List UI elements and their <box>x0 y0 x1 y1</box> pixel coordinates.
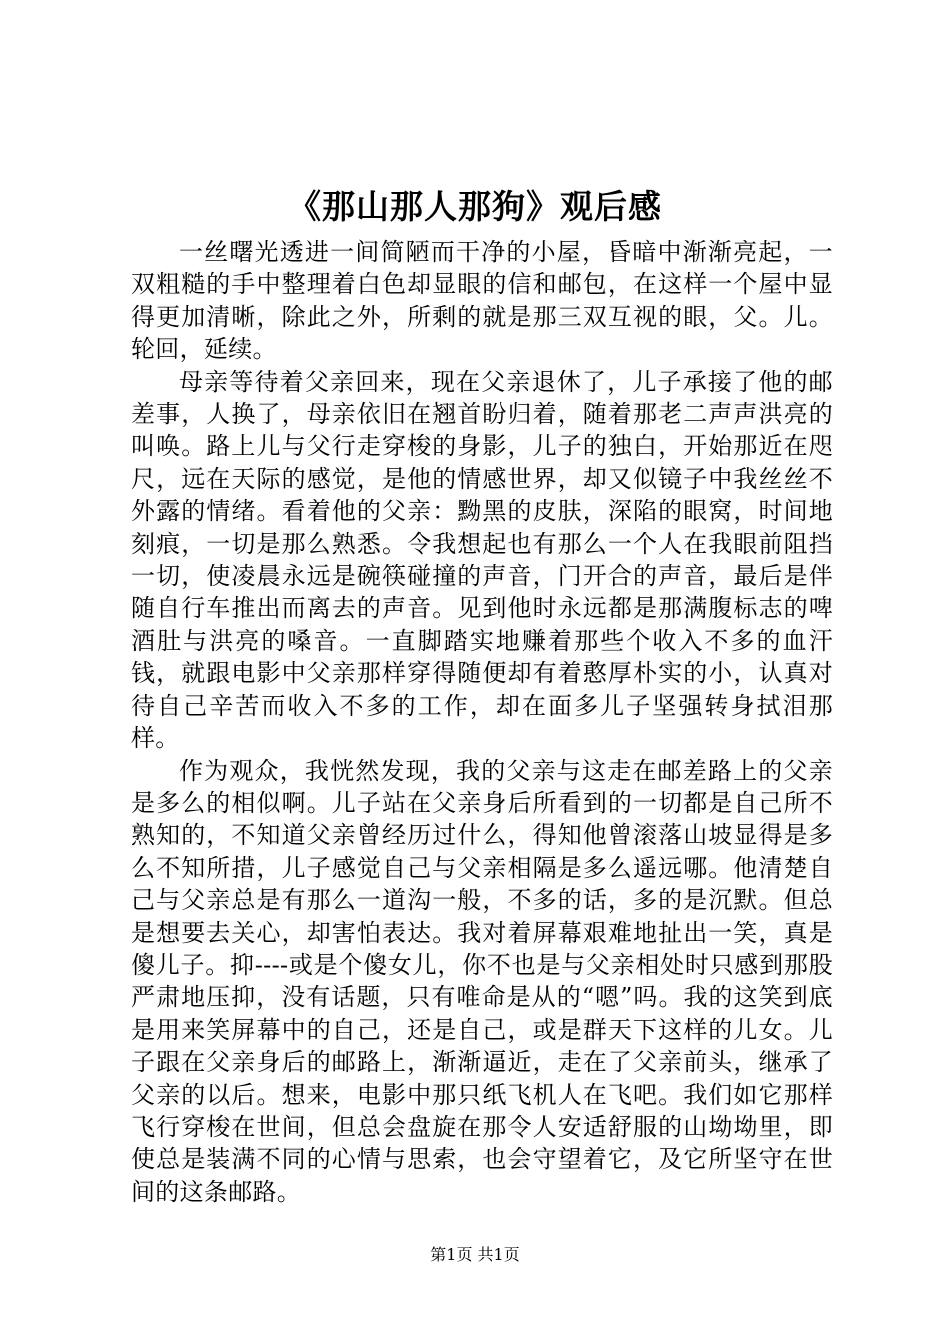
paragraph-1: 一丝曙光透进一间简陋而干净的小屋，昏暗中渐渐亮起，一双粗糙的手中整理着白色却显眼的信和邮包，在这样一个屋中显得更加清晰，除此之外，所剩的就是那三双互视的眼，父。儿。轮回，延续。 <box>131 238 833 364</box>
paragraph-3: 作为观众，我恍然发现，我的父亲与这走在邮差路上的父亲是多么的相似啊。儿子站在父亲身后所看到的一切都是自己所不熟知的，不知道父亲曾经历过什么，得知他曾滚落山坡显得是多么不知所措，儿子感觉自己与父亲相隔是多么遥远哪。他清楚自己与父亲总是有那么一道沟一般，不多的话，多的是沉默。但总是想要去关心，却害怕表达。我对着屏幕艰难地扯出一笑，真是傻儿子。抑----或是个傻女儿，你不也是与父亲相处时只感到那股严肃地压抑，没有话题，只有唯命是从的“嗯”吗。我的这笑到底是用来笑屏幕中的自己，还是自己，或是群天下这样的儿女。儿子跟在父亲身后的邮路上，渐渐逼近，走在了父亲前头，继承了父亲的以后。想来，电影中那只纸飞机人在飞吧。我们如它那样飞行穿梭在世间，但总会盘旋在那令人安适舒服的山坳坳里，即使总是装满不同的心情与思索，也会守望着它，及它所坚守在世间的这条邮路。 <box>131 756 833 1206</box>
page-footer: 第1页 共1页 <box>430 1245 520 1264</box>
paragraph-2: 母亲等待着父亲回来，现在父亲退休了，儿子承接了他的邮差事，人换了，母亲依旧在翘首盼归着，随着那老二声声洪亮的叫唤。路上儿与父行走穿梭的身影，儿子的独白，开始那近在咫尺，远在天际的感觉，是他的情感世界，却又似镜子中我丝丝不外露的情绪。看着他的父亲：黝黑的皮肤，深陷的眼窝，时间地刻痕，一切是那么熟悉。令我想起也有那么一个人在我眼前阻挡一切，使凌晨永远是碗筷碰撞的声音，门开合的声音，最后是伴随自行车推出而离去的声音。见到他时永远都是那满腹标志的啤酒肚与洪亮的嗓音。一直脚踏实地赚着那些个收入不多的血汗钱，就跟电影中父亲那样穿得随便却有着憨厚朴实的小，认真对待自己辛苦而收入不多的工作，却在面多儿子坚强转身拭泪那样。 <box>131 367 833 753</box>
document-body <box>131 236 833 1208</box>
document-title: 《那山那人那狗》观后感 <box>288 187 662 226</box>
